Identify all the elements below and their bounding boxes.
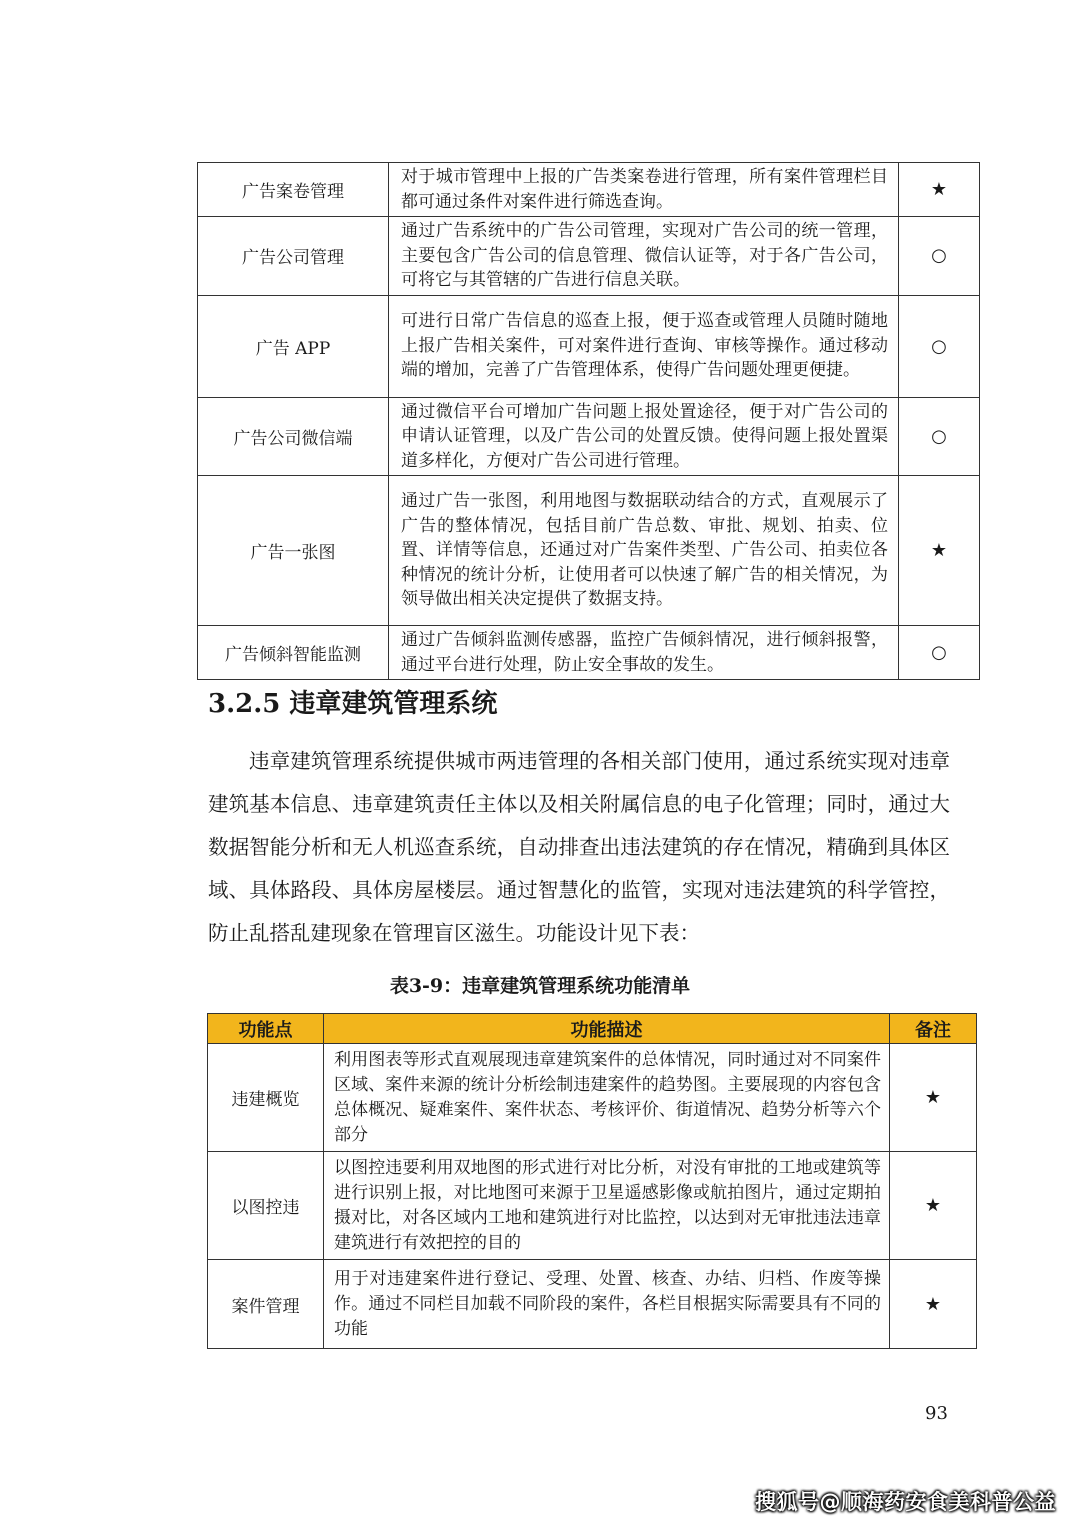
feature-description: 利用图表等形式直观展现违章建筑案件的总体情况，同时通过对不同案件区域、案件来源的统计分析绘制违建案件的趋势图。主要展现的内容包含总体概况、疑难案件、案件状态、考核评价、街道情况、趋势分析等六个部分 bbox=[324, 1044, 890, 1152]
column-header: 功能描述 bbox=[324, 1014, 890, 1044]
ad-features-table bbox=[197, 162, 980, 680]
source-watermark: 搜狐号@顺海药安食美科普公益 bbox=[755, 1490, 1056, 1514]
table-row bbox=[208, 1152, 977, 1260]
star-icon: ★ bbox=[890, 1260, 977, 1349]
feature-description: 用于对违建案件进行登记、受理、处置、核查、办结、归档、作废等操作。通过不同栏目加载不同阶段的案件，各栏目根据实际需要具有不同的功能 bbox=[324, 1260, 890, 1349]
illegal-building-features-table bbox=[207, 1013, 977, 1349]
table-row bbox=[208, 1044, 977, 1152]
circle-icon: ○ bbox=[899, 217, 980, 296]
table-row bbox=[208, 1260, 977, 1349]
table-row bbox=[198, 626, 980, 680]
feature-name: 违建概览 bbox=[208, 1044, 324, 1152]
column-header: 功能点 bbox=[208, 1014, 324, 1044]
star-icon: ★ bbox=[890, 1152, 977, 1260]
section-heading: 3.2.5 违章建筑管理系统 bbox=[208, 689, 498, 719]
feature-description: 通过广告一张图，利用地图与数据联动结合的方式，直观展示了广告的整体情况，包括目前广告总数、审批、规划、拍卖、位置、详情等信息，还通过对广告案件类型、广告公司、拍卖位各种情况的统计分析，让使用者可以快速了解广告的相关情况，为领导做出相关决定提供了数据支持。 bbox=[389, 476, 899, 626]
feature-description: 通过广告倾斜监测传感器，监控广告倾斜情况，进行倾斜报警，通过平台进行处理，防止安全事故的发生。 bbox=[389, 626, 899, 680]
table-row bbox=[198, 397, 980, 476]
star-icon: ★ bbox=[899, 476, 980, 626]
body-paragraph: 违章建筑管理系统提供城市两违管理的各相关部门使用，通过系统实现对违章建筑基本信息、违章建筑责任主体以及相关附属信息的电子化管理；同时，通过大数据智能分析和无人机巡查系统，自动排查出违法建筑的存在情况，精确到具体区域、具体路段、具体房屋楼层。通过智慧化的监管，实现对违法建筑的科学管控，防止乱搭乱建现象在管理盲区滋生。功能设计见下表： bbox=[208, 749, 950, 945]
table-row bbox=[198, 217, 980, 296]
feature-name: 广告一张图 bbox=[198, 476, 389, 626]
feature-name: 案件管理 bbox=[208, 1260, 324, 1349]
star-icon: ★ bbox=[899, 163, 980, 217]
table-caption: 表3-9：违章建筑管理系统功能清单 bbox=[389, 975, 691, 997]
feature-name: 广告公司微信端 bbox=[198, 397, 389, 476]
circle-icon: ○ bbox=[899, 626, 980, 680]
feature-description: 通过微信平台可增加广告问题上报处置途径，便于对广告公司的申请认证管理，以及广告公司的处置反馈。使得问题上报处置渠道多样化，方便对广告公司进行管理。 bbox=[389, 397, 899, 476]
star-icon: ★ bbox=[890, 1044, 977, 1152]
circle-icon: ○ bbox=[899, 295, 980, 397]
feature-name: 广告倾斜智能监测 bbox=[198, 626, 389, 680]
table-row bbox=[198, 295, 980, 397]
feature-description: 通过广告系统中的广告公司管理，实现对广告公司的统一管理，主要包含广告公司的信息管理、微信认证等，对于各广告公司，可将它与其管辖的广告进行信息关联。 bbox=[389, 217, 899, 296]
table-row bbox=[198, 163, 980, 217]
feature-description: 对于城市管理中上报的广告类案卷进行管理，所有案件管理栏目都可通过条件对案件进行筛选查询。 bbox=[389, 163, 899, 217]
column-header: 备注 bbox=[890, 1014, 977, 1044]
feature-name: 广告案卷管理 bbox=[198, 163, 389, 217]
feature-name: 以图控违 bbox=[208, 1152, 324, 1260]
feature-name: 广告公司管理 bbox=[198, 217, 389, 296]
circle-icon: ○ bbox=[899, 397, 980, 476]
table-row bbox=[198, 476, 980, 626]
table-header-row bbox=[208, 1014, 977, 1044]
feature-description: 可进行日常广告信息的巡查上报，便于巡查或管理人员随时随地上报广告相关案件，可对案件进行查询、审核等操作。通过移动端的增加，完善了广告管理体系，使得广告问题处理更便捷。 bbox=[389, 295, 899, 397]
feature-name: 广告 APP bbox=[198, 295, 389, 397]
feature-description: 以图控违要利用双地图的形式进行对比分析，对没有审批的工地或建筑等进行识别上报，对比地图可来源于卫星遥感影像或航拍图片，通过定期拍摄对比，对各区域内工地和建筑进行对比监控，以达到对无审批违法违章建筑进行有效把控的目的 bbox=[324, 1152, 890, 1260]
page-number: 93 bbox=[925, 1403, 948, 1424]
